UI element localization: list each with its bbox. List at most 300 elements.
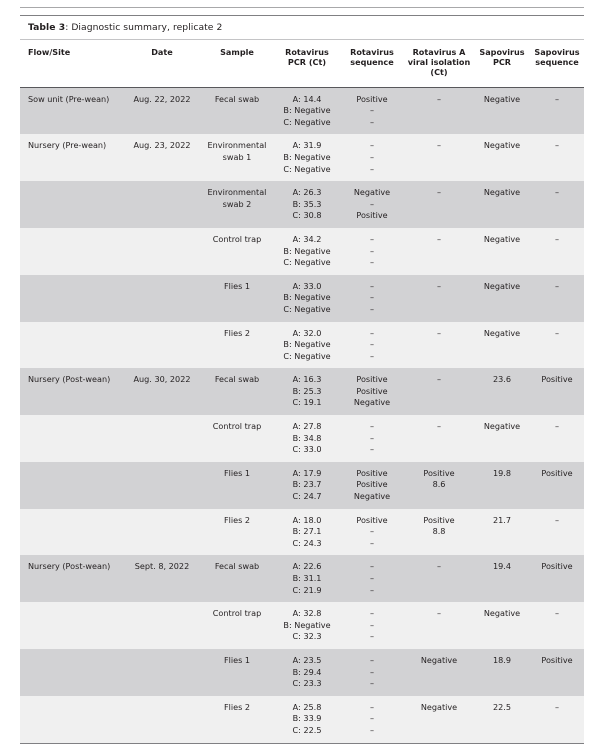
cell-line: C: Negative bbox=[283, 257, 331, 268]
cell-flow-site bbox=[20, 462, 124, 509]
cell-line: Positive bbox=[541, 467, 573, 478]
cell-line: – bbox=[369, 280, 375, 291]
cell-flow-site bbox=[20, 649, 124, 696]
cell-line: 22.5 bbox=[492, 701, 512, 712]
cell-rotavirus-sequence bbox=[340, 602, 404, 649]
caption-separator: : bbox=[65, 22, 72, 33]
cell-sapovirus-sequence bbox=[530, 415, 584, 462]
cell-line: A: 23.5 bbox=[292, 654, 322, 665]
table-header bbox=[20, 40, 584, 87]
cell-sapovirus-pcr bbox=[474, 134, 530, 181]
cell-line: – bbox=[369, 701, 375, 712]
cell-line: – bbox=[436, 327, 442, 338]
cell-line: – bbox=[554, 608, 560, 619]
cell-line: – bbox=[369, 444, 375, 455]
cell-line: – bbox=[436, 140, 442, 151]
cell-rotavirus-a-viral-isolation bbox=[404, 181, 474, 228]
cell-sapovirus-sequence bbox=[530, 509, 584, 556]
cell-line: 8.6 bbox=[432, 479, 446, 490]
cell-line: B: Negative bbox=[283, 151, 331, 162]
cell-rotavirus-a-viral-isolation bbox=[404, 415, 474, 462]
cell-rotavirus-a-viral-isolation bbox=[404, 555, 474, 602]
cell-rotavirus-sequence bbox=[340, 228, 404, 275]
cell-line: C: Negative bbox=[283, 350, 331, 361]
cell-line: B: 29.4 bbox=[292, 666, 322, 677]
cell-line: – bbox=[369, 292, 375, 303]
cell-rotavirus-sequence bbox=[340, 649, 404, 696]
cell-line: C: 33.0 bbox=[292, 444, 322, 455]
cell-line: B: Negative bbox=[283, 105, 331, 116]
cell-date bbox=[124, 181, 200, 228]
cell-rotavirus-pcr bbox=[274, 509, 340, 556]
cell-line: C: 24.3 bbox=[292, 537, 322, 548]
cell-rotavirus-a-viral-isolation bbox=[404, 696, 474, 743]
cell-rotavirus-sequence bbox=[340, 509, 404, 556]
cell-rotavirus-a-viral-isolation bbox=[404, 462, 474, 509]
cell-line: Aug. 22, 2022 bbox=[133, 93, 191, 104]
column-header-line: viral isolation bbox=[407, 57, 471, 68]
cell-rotavirus-a-viral-isolation bbox=[404, 275, 474, 322]
cell-flow-site bbox=[20, 87, 124, 134]
cell-line: – bbox=[369, 163, 375, 174]
cell-line: – bbox=[369, 140, 375, 151]
cell-line: Flies 1 bbox=[223, 280, 251, 291]
cell-line: Negative bbox=[483, 421, 521, 432]
cell-line: – bbox=[369, 631, 375, 642]
column-header-line: Rotavirus bbox=[285, 47, 329, 57]
table-row bbox=[20, 602, 584, 649]
cell-sample bbox=[200, 602, 274, 649]
cell-line: – bbox=[436, 374, 442, 385]
cell-line: Positive bbox=[356, 210, 388, 221]
column-header-sapovirus-pcr bbox=[474, 40, 530, 87]
table-caption bbox=[20, 16, 584, 39]
cell-sapovirus-sequence bbox=[530, 696, 584, 743]
cell-flow-site bbox=[20, 181, 124, 228]
cell-line: A: 25.8 bbox=[292, 701, 322, 712]
cell-line: – bbox=[436, 561, 442, 572]
cell-line: C: 21.9 bbox=[292, 584, 322, 595]
cell-sample bbox=[200, 181, 274, 228]
cell-rotavirus-sequence bbox=[340, 696, 404, 743]
cell-line: Fecal swab bbox=[214, 374, 260, 385]
table-row bbox=[20, 275, 584, 322]
cell-line: Negative bbox=[483, 93, 521, 104]
cell-sapovirus-pcr bbox=[474, 462, 530, 509]
cell-line: C: 19.1 bbox=[292, 397, 322, 408]
cell-line: Negative bbox=[353, 491, 391, 502]
column-header-line: sequence bbox=[535, 57, 579, 68]
cell-line: Positive bbox=[356, 467, 388, 478]
cell-line: 19.8 bbox=[492, 467, 512, 478]
cell-sapovirus-sequence bbox=[530, 368, 584, 415]
cell-line: – bbox=[554, 327, 560, 338]
cell-rotavirus-sequence bbox=[340, 555, 404, 602]
cell-rotavirus-pcr bbox=[274, 696, 340, 743]
cell-line: A: 16.3 bbox=[292, 374, 322, 385]
cell-line: – bbox=[369, 537, 375, 548]
cell-sample bbox=[200, 649, 274, 696]
cell-rotavirus-sequence bbox=[340, 87, 404, 134]
table-row bbox=[20, 649, 584, 696]
caption-label: Table 3 bbox=[28, 22, 66, 33]
cell-sapovirus-sequence bbox=[530, 322, 584, 369]
cell-line: Environmental bbox=[207, 187, 267, 198]
table-row bbox=[20, 555, 584, 602]
cell-sapovirus-sequence bbox=[530, 602, 584, 649]
cell-line: – bbox=[369, 339, 375, 350]
cell-line: swab 1 bbox=[222, 151, 252, 162]
cell-line: – bbox=[369, 198, 375, 209]
cell-line: B: 23.7 bbox=[292, 479, 322, 490]
page-top-rule bbox=[20, 7, 584, 8]
cell-line: – bbox=[436, 608, 442, 619]
cell-sample bbox=[200, 87, 274, 134]
column-header-line: PCR (Ct) bbox=[287, 57, 327, 68]
cell-line: B: 27.1 bbox=[292, 526, 322, 537]
cell-line: Positive bbox=[541, 654, 573, 665]
cell-line: Negative bbox=[483, 608, 521, 619]
cell-rotavirus-pcr bbox=[274, 555, 340, 602]
cell-rotavirus-a-viral-isolation bbox=[404, 322, 474, 369]
cell-rotavirus-a-viral-isolation bbox=[404, 134, 474, 181]
cell-sapovirus-sequence bbox=[530, 134, 584, 181]
cell-sapovirus-sequence bbox=[530, 228, 584, 275]
cell-line: A: 22.6 bbox=[292, 561, 322, 572]
column-header-rotavirus-pcr bbox=[274, 40, 340, 87]
table-row bbox=[20, 415, 584, 462]
cell-line: – bbox=[436, 93, 442, 104]
cell-line: Flies 2 bbox=[223, 327, 251, 338]
cell-line: Negative bbox=[483, 280, 521, 291]
cell-flow-site bbox=[20, 275, 124, 322]
cell-rotavirus-pcr bbox=[274, 602, 340, 649]
cell-rotavirus-sequence bbox=[340, 322, 404, 369]
cell-line: Nursery (Pre-wean) bbox=[28, 140, 107, 151]
table-row bbox=[20, 181, 584, 228]
cell-line: – bbox=[554, 280, 560, 291]
cell-rotavirus-sequence bbox=[340, 275, 404, 322]
cell-line: – bbox=[369, 561, 375, 572]
table-row bbox=[20, 368, 584, 415]
table-row bbox=[20, 87, 584, 134]
caption-text: Diagnostic summary, replicate 2 bbox=[71, 22, 223, 33]
cell-flow-site bbox=[20, 602, 124, 649]
cell-line: – bbox=[369, 608, 375, 619]
cell-sapovirus-pcr bbox=[474, 322, 530, 369]
cell-line: Negative bbox=[483, 140, 521, 151]
cell-sample bbox=[200, 415, 274, 462]
cell-line: A: 27.8 bbox=[292, 421, 322, 432]
cell-sample bbox=[200, 228, 274, 275]
cell-sample bbox=[200, 555, 274, 602]
table-row bbox=[20, 509, 584, 556]
cell-line: Positive bbox=[356, 374, 388, 385]
cell-line: – bbox=[436, 233, 442, 244]
cell-line: A: 34.2 bbox=[292, 233, 322, 244]
cell-date bbox=[124, 649, 200, 696]
column-header-line: Sapovirus bbox=[534, 47, 580, 57]
cell-flow-site bbox=[20, 509, 124, 556]
cell-line: A: 33.0 bbox=[292, 280, 322, 291]
cell-line: Flies 1 bbox=[223, 467, 251, 478]
cell-line: A: 32.8 bbox=[292, 608, 322, 619]
cell-line: Aug. 30, 2022 bbox=[133, 374, 191, 385]
cell-rotavirus-pcr bbox=[274, 462, 340, 509]
cell-sapovirus-pcr bbox=[474, 275, 530, 322]
cell-line: – bbox=[554, 93, 560, 104]
cell-line: 21.7 bbox=[492, 514, 512, 525]
cell-sample bbox=[200, 696, 274, 743]
cell-line: C: 24.7 bbox=[292, 491, 322, 502]
cell-line: 18.9 bbox=[492, 654, 512, 665]
cell-sapovirus-pcr bbox=[474, 649, 530, 696]
cell-line: – bbox=[369, 245, 375, 256]
cell-line: – bbox=[369, 116, 375, 127]
cell-line: – bbox=[369, 421, 375, 432]
cell-date bbox=[124, 555, 200, 602]
cell-line: Flies 2 bbox=[223, 514, 251, 525]
cell-line: – bbox=[554, 421, 560, 432]
cell-line: 19.4 bbox=[492, 561, 512, 572]
column-header-line: Rotavirus A bbox=[412, 47, 466, 57]
cell-sapovirus-sequence bbox=[530, 649, 584, 696]
cell-line: Nursery (Post-wean) bbox=[28, 374, 111, 385]
cell-line: A: 31.9 bbox=[292, 140, 322, 151]
cell-sapovirus-pcr bbox=[474, 696, 530, 743]
cell-flow-site bbox=[20, 415, 124, 462]
cell-sapovirus-pcr bbox=[474, 228, 530, 275]
cell-line: – bbox=[554, 701, 560, 712]
cell-date bbox=[124, 509, 200, 556]
cell-sapovirus-sequence bbox=[530, 181, 584, 228]
cell-line: – bbox=[554, 233, 560, 244]
cell-sapovirus-pcr bbox=[474, 415, 530, 462]
cell-line: Environmental bbox=[207, 140, 267, 151]
cell-line: A: 14.4 bbox=[292, 93, 322, 104]
cell-line: B: 33.9 bbox=[292, 713, 322, 724]
table-row bbox=[20, 462, 584, 509]
cell-line: Positive bbox=[423, 514, 455, 525]
cell-line: Flies 2 bbox=[223, 701, 251, 712]
cell-rotavirus-sequence bbox=[340, 415, 404, 462]
cell-sapovirus-pcr bbox=[474, 87, 530, 134]
cell-line: Negative bbox=[353, 397, 391, 408]
cell-line: – bbox=[369, 678, 375, 689]
cell-rotavirus-a-viral-isolation bbox=[404, 649, 474, 696]
cell-flow-site bbox=[20, 322, 124, 369]
cell-line: B: 31.1 bbox=[292, 573, 322, 584]
cell-line: Control trap bbox=[212, 421, 262, 432]
diagnostic-summary-table bbox=[20, 40, 584, 743]
cell-line: swab 2 bbox=[222, 198, 252, 209]
cell-line: A: 26.3 bbox=[292, 187, 322, 198]
cell-sample bbox=[200, 509, 274, 556]
cell-line: Positive bbox=[356, 385, 388, 396]
cell-sample bbox=[200, 368, 274, 415]
cell-line: – bbox=[369, 654, 375, 665]
cell-line: – bbox=[554, 514, 560, 525]
cell-line: – bbox=[369, 257, 375, 268]
cell-line: – bbox=[436, 280, 442, 291]
cell-line: – bbox=[369, 724, 375, 735]
table-row bbox=[20, 696, 584, 743]
column-header-rotavirus-sequence bbox=[340, 40, 404, 87]
cell-line: Positive bbox=[541, 374, 573, 385]
cell-flow-site bbox=[20, 555, 124, 602]
cell-line: Sept. 8, 2022 bbox=[134, 561, 190, 572]
cell-rotavirus-a-viral-isolation bbox=[404, 509, 474, 556]
table-header-row bbox=[20, 40, 584, 87]
cell-rotavirus-pcr bbox=[274, 275, 340, 322]
cell-rotavirus-pcr bbox=[274, 87, 340, 134]
cell-line: Negative bbox=[353, 187, 391, 198]
cell-line: – bbox=[369, 432, 375, 443]
cell-line: – bbox=[369, 233, 375, 244]
cell-line: B: 35.3 bbox=[292, 198, 322, 209]
column-header-line: Rotavirus bbox=[350, 47, 394, 57]
cell-line: C: Negative bbox=[283, 303, 331, 314]
cell-date bbox=[124, 275, 200, 322]
cell-rotavirus-sequence bbox=[340, 134, 404, 181]
cell-rotavirus-pcr bbox=[274, 322, 340, 369]
cell-line: – bbox=[369, 713, 375, 724]
cell-date bbox=[124, 134, 200, 181]
table-page bbox=[0, 7, 604, 741]
cell-rotavirus-sequence bbox=[340, 462, 404, 509]
cell-line: – bbox=[554, 140, 560, 151]
cell-sapovirus-sequence bbox=[530, 555, 584, 602]
cell-line: B: Negative bbox=[283, 292, 331, 303]
cell-rotavirus-sequence bbox=[340, 181, 404, 228]
column-header-date: Date bbox=[151, 47, 173, 57]
column-header-line: (Ct) bbox=[430, 67, 448, 78]
cell-flow-site bbox=[20, 228, 124, 275]
cell-sample bbox=[200, 322, 274, 369]
cell-rotavirus-pcr bbox=[274, 181, 340, 228]
cell-line: B: 34.8 bbox=[292, 432, 322, 443]
cell-line: – bbox=[369, 105, 375, 116]
cell-date bbox=[124, 696, 200, 743]
cell-line: Positive bbox=[356, 514, 388, 525]
cell-sapovirus-pcr bbox=[474, 181, 530, 228]
cell-date bbox=[124, 602, 200, 649]
cell-line: Sow unit (Pre-wean) bbox=[28, 93, 110, 104]
cell-sapovirus-pcr bbox=[474, 509, 530, 556]
cell-date bbox=[124, 368, 200, 415]
cell-line: 23.6 bbox=[492, 374, 512, 385]
cell-line: B: Negative bbox=[283, 619, 331, 630]
cell-line: Control trap bbox=[212, 233, 262, 244]
cell-line: Fecal swab bbox=[214, 561, 260, 572]
cell-rotavirus-pcr bbox=[274, 228, 340, 275]
cell-rotavirus-a-viral-isolation bbox=[404, 368, 474, 415]
cell-line: Aug. 23, 2022 bbox=[133, 140, 191, 151]
cell-date bbox=[124, 462, 200, 509]
cell-date bbox=[124, 87, 200, 134]
column-header-sample: Sample bbox=[220, 47, 254, 57]
cell-line: Positive bbox=[423, 467, 455, 478]
cell-sapovirus-pcr bbox=[474, 368, 530, 415]
cell-line: Nursery (Post-wean) bbox=[28, 561, 111, 572]
cell-line: – bbox=[369, 350, 375, 361]
cell-rotavirus-a-viral-isolation bbox=[404, 602, 474, 649]
cell-rotavirus-a-viral-isolation bbox=[404, 87, 474, 134]
cell-sample bbox=[200, 462, 274, 509]
cell-date bbox=[124, 415, 200, 462]
cell-line: – bbox=[369, 151, 375, 162]
cell-rotavirus-pcr bbox=[274, 368, 340, 415]
cell-line: C: Negative bbox=[283, 163, 331, 174]
cell-line: Positive bbox=[541, 561, 573, 572]
table-body bbox=[20, 87, 584, 742]
cell-sapovirus-pcr bbox=[474, 555, 530, 602]
cell-line: – bbox=[369, 619, 375, 630]
cell-rotavirus-pcr bbox=[274, 134, 340, 181]
cell-line: Negative bbox=[483, 327, 521, 338]
cell-line: Negative bbox=[483, 187, 521, 198]
cell-line: A: 17.9 bbox=[292, 467, 322, 478]
cell-rotavirus-pcr bbox=[274, 415, 340, 462]
cell-line: Negative bbox=[483, 233, 521, 244]
table-row bbox=[20, 134, 584, 181]
column-header-line: Sapovirus bbox=[479, 47, 525, 57]
cell-line: C: 23.3 bbox=[292, 678, 322, 689]
cell-line: Control trap bbox=[212, 608, 262, 619]
cell-rotavirus-a-viral-isolation bbox=[404, 228, 474, 275]
cell-line: B: Negative bbox=[283, 339, 331, 350]
cell-line: Negative bbox=[420, 701, 458, 712]
cell-line: – bbox=[369, 327, 375, 338]
cell-line: Fecal swab bbox=[214, 93, 260, 104]
column-header-flow-site: Flow/Site bbox=[28, 47, 71, 57]
cell-line: Positive bbox=[356, 479, 388, 490]
column-header-rotavirus-a-viral-isolation bbox=[404, 40, 474, 87]
cell-line: Flies 1 bbox=[223, 654, 251, 665]
table-row bbox=[20, 322, 584, 369]
cell-rotavirus-pcr bbox=[274, 649, 340, 696]
cell-line: – bbox=[554, 187, 560, 198]
cell-line: 8.8 bbox=[432, 526, 446, 537]
cell-line: Negative bbox=[420, 654, 458, 665]
cell-line: Positive bbox=[356, 93, 388, 104]
column-header-line: sequence bbox=[350, 57, 394, 68]
cell-line: A: 32.0 bbox=[292, 327, 322, 338]
cell-line: C: Negative bbox=[283, 116, 331, 127]
cell-line: – bbox=[369, 666, 375, 677]
cell-date bbox=[124, 322, 200, 369]
cell-line: A: 18.0 bbox=[292, 514, 322, 525]
cell-rotavirus-sequence bbox=[340, 368, 404, 415]
cell-sapovirus-sequence bbox=[530, 275, 584, 322]
cell-line: – bbox=[369, 573, 375, 584]
cell-line: – bbox=[369, 526, 375, 537]
cell-line: B: 25.3 bbox=[292, 385, 322, 396]
cell-line: – bbox=[369, 584, 375, 595]
cell-line: B: Negative bbox=[283, 245, 331, 256]
cell-line: C: 30.8 bbox=[292, 210, 322, 221]
column-header-line: PCR bbox=[492, 57, 512, 68]
cell-flow-site bbox=[20, 696, 124, 743]
cell-line: C: 22.5 bbox=[292, 724, 322, 735]
cell-line: – bbox=[436, 421, 442, 432]
cell-sample bbox=[200, 134, 274, 181]
table-row bbox=[20, 228, 584, 275]
cell-sapovirus-sequence bbox=[530, 87, 584, 134]
cell-flow-site bbox=[20, 368, 124, 415]
cell-line: – bbox=[436, 187, 442, 198]
cell-line: – bbox=[369, 303, 375, 314]
